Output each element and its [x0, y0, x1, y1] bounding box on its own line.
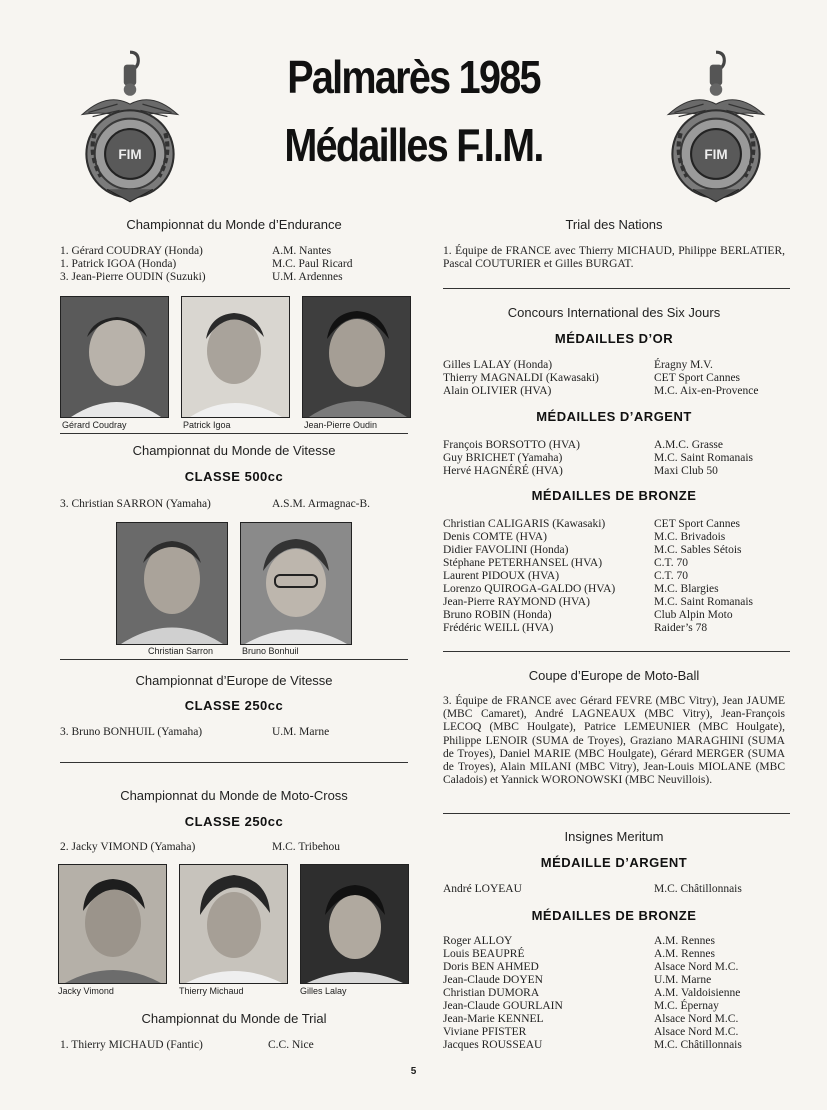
result-club: A.M. Valdoisienne — [654, 987, 741, 999]
divider — [60, 659, 408, 660]
result-name: Jacques ROUSSEAU — [443, 1039, 543, 1051]
result-club: M.C. Brivadois — [654, 531, 726, 543]
result-club: A.M. Rennes — [654, 948, 716, 960]
result-club: U.M. Marne — [272, 726, 330, 738]
class-label: CLASSE 250cc — [184, 698, 284, 713]
section-title-vitesse: Championnat du Monde de Vitesse — [132, 443, 336, 458]
result-club: C.T. 70 — [654, 570, 688, 582]
section-title-endurance: Championnat du Monde d’Endurance — [126, 217, 342, 232]
result-club: C.T. 70 — [654, 557, 688, 569]
result-club: Alsace Nord M.C. — [654, 961, 739, 973]
page-title-line1: Palmarès 1985 — [287, 51, 540, 103]
photo-christian-sarron — [116, 522, 228, 645]
result-club: Éragny M.V. — [654, 359, 713, 371]
medal-emblem-text: FIM — [704, 147, 728, 163]
medal-emblem-text: FIM — [118, 147, 142, 163]
divider — [443, 813, 790, 814]
result-name: Christian DUMORA — [443, 987, 540, 999]
result-name: Stéphane PETERHANSEL (HVA) — [443, 557, 603, 569]
result-name: Viviane PFISTER — [443, 1026, 527, 1038]
paragraph-moto-ball: 3. Équipe de FRANCE avec Gérard FEVRE (MBC Vitry), Jean JAUME (MBC Camaret), André LAGNEAUX (MBC Vitry), Jean-François LECOQ (MBC Houlgate), Patrice LEMEUNIER (MBC Houlgate), Philippe LENOIR (SUMA de Troyes), Graziano MARAGHINI (SUMA de Troyes), Daniel MARIE (MBC Houlgate), Gérard MERGER (SUMA de Troyes), Alain MILANI (MBC Vitry), Jean-Louis MIOLANE (MBC Caladois) et Yannick WORONOWSKI (MBC Neuvillois). — [443, 695, 785, 787]
result-club: U.M. Marne — [654, 974, 712, 986]
result-club: A.M. Nantes — [272, 245, 332, 257]
divider — [443, 288, 790, 289]
result-name: Bruno ROBIN (Honda) — [443, 609, 552, 621]
photo-thierry-michaud — [179, 864, 288, 984]
result-name: 1. Gérard COUDRAY (Honda) — [60, 245, 203, 257]
result-name: Jean-Claude DOYEN — [443, 974, 543, 986]
section-title-motocross: Championnat du Monde de Moto-Cross — [120, 788, 348, 803]
photo-patrick-igoa — [181, 296, 290, 418]
medal-label-bronze: MÉDAILLES DE BRONZE — [531, 488, 697, 503]
result-name: 3. Jean-Pierre OUDIN (Suzuki) — [60, 271, 206, 283]
result-club: CET Sport Cannes — [654, 518, 741, 530]
page-title-line2: Médailles F.I.M. — [284, 119, 543, 171]
result-club: M.C. Sables Sétois — [654, 544, 742, 556]
page-number: 5 — [410, 1066, 417, 1077]
photo-caption: Jacky Vimond — [58, 986, 114, 996]
result-name: 3. Bruno BONHUIL (Yamaha) — [60, 726, 203, 738]
medal-label-bronze: MÉDAILLES DE BRONZE — [531, 908, 697, 923]
result-club: Raider’s 78 — [654, 622, 708, 634]
photo-gerard-coudray — [60, 296, 169, 418]
result-club: M.C. Aix-en-Provence — [654, 385, 759, 397]
result-club: A.M. Rennes — [654, 935, 716, 947]
divider — [60, 433, 408, 434]
result-club: Alsace Nord M.C. — [654, 1013, 739, 1025]
photo-jacky-vimond — [58, 864, 167, 984]
photo-caption: Thierry Michaud — [179, 986, 244, 996]
result-club: M.C. Saint Romanais — [654, 596, 754, 608]
result-club: Alsace Nord M.C. — [654, 1026, 739, 1038]
photo-caption: Bruno Bonhuil — [242, 646, 299, 656]
medal-label-argent: MÉDAILLE D’ARGENT — [540, 855, 688, 870]
result-club: M.C. Saint Romanais — [654, 452, 754, 464]
result-club: M.C. Tribehou — [272, 841, 341, 853]
photo-gilles-lalay — [300, 864, 409, 984]
class-label: CLASSE 500cc — [184, 469, 284, 484]
photo-caption: Gilles Lalay — [300, 986, 347, 996]
paragraph-trial-nations: 1. Équipe de FRANCE avec Thierry MICHAUD, Philippe BERLATIER, Pascal COUTURIER et Gilles BURGAT. — [443, 245, 785, 271]
photo-jean-pierre-oudin — [302, 296, 411, 418]
result-name: Gilles LALAY (Honda) — [443, 359, 553, 371]
medal-label-argent: MÉDAILLES D’ARGENT — [536, 409, 692, 424]
section-title-moto-ball: Coupe d’Europe de Moto-Ball — [528, 668, 700, 683]
result-name: Denis COMTE (HVA) — [443, 531, 547, 543]
result-club: M.C. Épernay — [654, 1000, 719, 1012]
result-name: Laurent PIDOUX (HVA) — [443, 570, 560, 582]
section-title-meritum: Insignes Meritum — [564, 829, 664, 844]
result-club: A.S.M. Armagnac-B. — [272, 498, 371, 510]
photo-caption: Gérard Coudray — [62, 420, 127, 430]
result-name: Jean-Claude GOURLAIN — [443, 1000, 563, 1012]
result-club: C.C. Nice — [268, 1039, 314, 1051]
medal-label-or: MÉDAILLES D’OR — [554, 331, 674, 346]
result-name: François BORSOTTO (HVA) — [443, 439, 580, 451]
result-club: A.M.C. Grasse — [654, 439, 723, 451]
photo-caption: Patrick Igoa — [183, 420, 231, 430]
result-club: M.C. Paul Ricard — [272, 258, 353, 270]
section-title-six-jours: Concours International des Six Jours — [507, 305, 721, 320]
photo-caption: Jean-Pierre Oudin — [304, 420, 378, 430]
class-label: CLASSE 250cc — [184, 814, 284, 829]
photo-caption: Christian Sarron — [148, 646, 214, 656]
result-club: CET Sport Cannes — [654, 372, 741, 384]
section-title-trial-nations: Trial des Nations — [565, 217, 663, 232]
result-name: Christian CALIGARIS (Kawasaki) — [443, 518, 606, 530]
result-club: U.M. Ardennes — [272, 271, 343, 283]
divider — [443, 651, 790, 652]
result-name: Hervé HAGNÉRÉ (HVA) — [443, 465, 563, 477]
section-title-trial: Championnat du Monde de Trial — [141, 1011, 327, 1026]
result-name: 1. Patrick IGOA (Honda) — [60, 258, 177, 270]
result-name: Thierry MAGNALDI (Kawasaki) — [443, 372, 599, 384]
result-name: Guy BRICHET (Yamaha) — [443, 452, 563, 464]
result-name: Louis BEAUPRÉ — [443, 948, 525, 960]
result-name: André LOYEAU — [443, 883, 522, 895]
result-club: M.C. Châtillonnais — [654, 883, 742, 895]
result-name: Jean-Pierre RAYMOND (HVA) — [443, 596, 590, 608]
result-name: Lorenzo QUIROGA-GALDO (HVA) — [443, 583, 616, 595]
result-name: Jean-Marie KENNEL — [443, 1013, 544, 1025]
result-name: Roger ALLOY — [443, 935, 513, 947]
result-club: M.C. Blargies — [654, 583, 719, 595]
result-name: 3. Christian SARRON (Yamaha) — [60, 498, 211, 510]
result-club: Club Alpin Moto — [654, 609, 733, 621]
result-name: Didier FAVOLINI (Honda) — [443, 544, 569, 556]
divider — [60, 762, 408, 763]
result-name: Frédéric WEILL (HVA) — [443, 622, 554, 634]
result-name: Alain OLIVIER (HVA) — [443, 385, 552, 397]
photo-bruno-bonhuil — [240, 522, 352, 645]
section-title-europe-vitesse: Championnat d’Europe de Vitesse — [135, 673, 333, 688]
result-club: Maxi Club 50 — [654, 465, 718, 477]
result-name: Doris BEN AHMED — [443, 961, 539, 973]
result-name: 1. Thierry MICHAUD (Fantic) — [60, 1039, 203, 1051]
result-club: M.C. Châtillonnais — [654, 1039, 742, 1051]
result-name: 2. Jacky VIMOND (Yamaha) — [60, 841, 196, 853]
